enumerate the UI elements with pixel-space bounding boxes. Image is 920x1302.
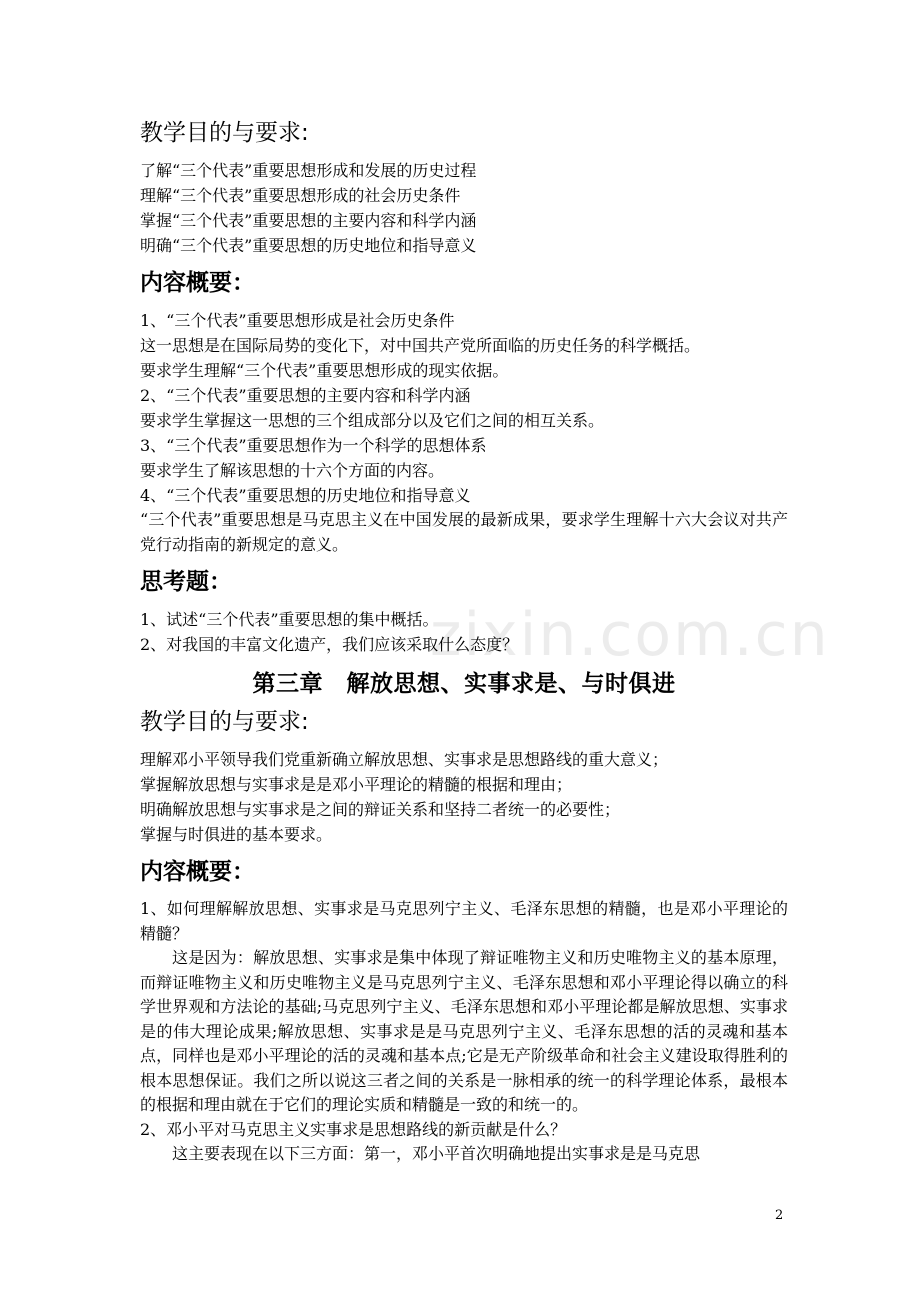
answer-1: 这是因为：解放思想、实事求是集中体现了辩证唯物主义和历史唯物主义的基本原理，而辩证唯物主义和历史唯物主义是马克思列宁主义、毛泽东思想和邓小平理论得以确立的科学世界观和方法论的基础;马克思列宁主义、毛泽东思想和邓小平理论都是解放思想、实事求是的伟大理论成果;解放思想、实事求是是马克思列宁主义、毛泽东思想的活的灵魂和基本点，同样也是邓小平理论的活的灵魂和基本点;它是无产阶级革命和社会主义建设取得胜利的根本思想保证。我们之所以说这三者之间的关系是一脉相承的统一的科学理论体系，最根本的根据和理由就在于它们的理论实质和精髓是一致的和统一的。 <box>140 948 788 1114</box>
goals-heading: 教学目的与要求: <box>140 120 309 146</box>
page-content <box>140 112 788 1173</box>
summary-line: 3、“三个代表”重要思想作为一个科学的思想体系 <box>140 436 487 455</box>
question-1: 1、如何理解解放思想、实事求是马克思列宁主义、毛泽东思想的精髓，也是邓小平理论的精髓？ <box>140 899 788 943</box>
question-line: 2、对我国的丰富文化遗产，我们应该采取什么态度？ <box>140 635 519 654</box>
page-number: 2 <box>775 1208 784 1223</box>
watermark: zixin.com.cn <box>430 600 830 670</box>
goal-line: 理解邓小平领导我们党重新确立解放思想、实事求是思想路线的重大意义； <box>140 750 669 769</box>
goal-line: 明确“三个代表”重要思想的历史地位和指导意义 <box>140 236 477 255</box>
summary-line: 要求学生掌握这一思想的三个组成部分以及它们之间的相互关系。 <box>140 411 605 430</box>
summary-line: 要求学生理解“三个代表”重要思想形成的现实依据。 <box>140 361 509 380</box>
summary-heading: 内容概要： <box>140 859 255 885</box>
goal-line: 掌握“三个代表”重要思想的主要内容和科学内涵 <box>140 211 477 230</box>
chapter-3-section <box>140 707 788 1167</box>
summary-paragraph: “三个代表”重要思想是马克思主义在中国发展的最新成果，要求学生理解十六大会议对共产党行动指南的新规定的意义。 <box>140 510 788 554</box>
goal-line: 掌握与时俱进的基本要求。 <box>140 825 333 844</box>
questions-heading: 思考题： <box>140 569 232 595</box>
goal-line: 了解“三个代表”重要思想形成和发展的历史过程 <box>140 161 477 180</box>
goals-heading: 教学目的与要求: <box>140 709 309 735</box>
question-line: 1、试述“三个代表”重要思想的集中概括。 <box>140 610 439 629</box>
goal-line: 明确解放思想与实事求是之间的辩证关系和坚持二者统一的必要性； <box>140 800 621 819</box>
summary-line: 4、“三个代表”重要思想的历史地位和指导意义 <box>140 486 471 505</box>
summary-line: 1、“三个代表”重要思想形成是社会历史条件 <box>140 311 455 330</box>
summary-line: 2、“三个代表”重要思想的主要内容和科学内涵 <box>140 386 471 405</box>
summary-line: 要求学生了解该思想的十六个方面的内容。 <box>140 461 445 480</box>
goal-line: 掌握解放思想与实事求是是邓小平理论的精髓的根据和理由； <box>140 775 573 794</box>
goal-line: 理解“三个代表”重要思想形成的社会历史条件 <box>140 186 461 205</box>
question-2: 2、邓小平对马克思主义实事求是思想路线的新贡献是什么？ <box>140 1119 567 1139</box>
chapter-title: 第三章 解放思想、实事求是、与时俱进 <box>252 671 676 697</box>
summary-heading: 内容概要： <box>140 270 255 296</box>
summary-line: 这一思想是在国际局势的变化下，对中国共产党所面临的历史任务的科学概括。 <box>140 336 701 355</box>
answer-2: 这主要表现在以下三方面：第一，邓小平首次明确地提出实事求是是马克思 <box>172 1144 701 1163</box>
section-1 <box>140 118 788 657</box>
